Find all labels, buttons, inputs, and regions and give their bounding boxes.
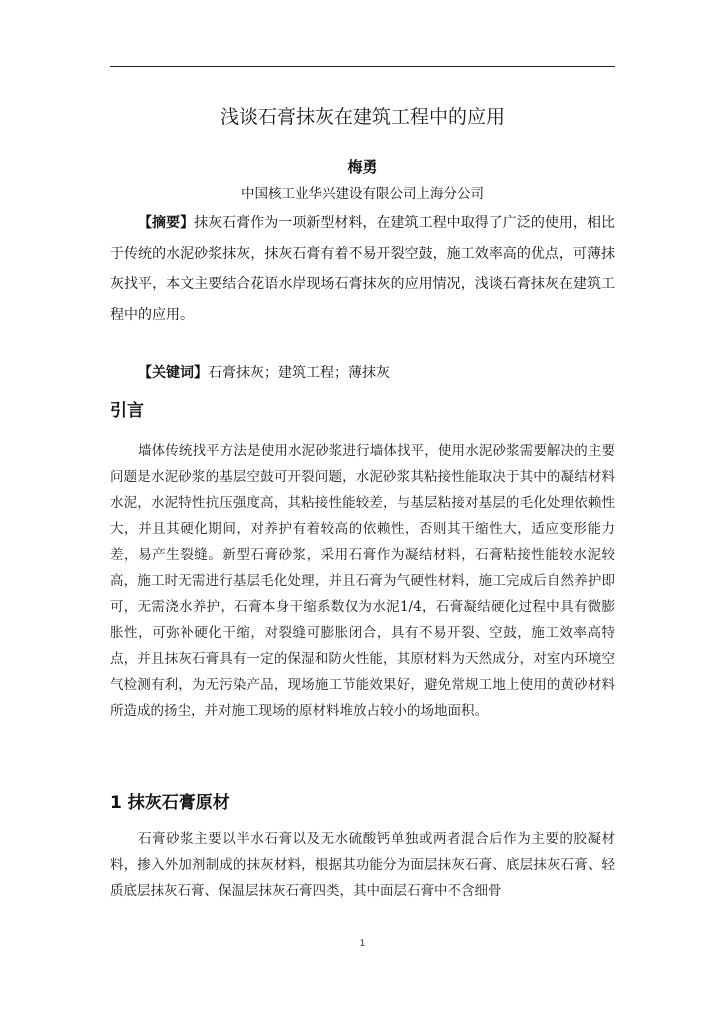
page-number: 1 [359, 939, 366, 949]
paper-title: 浅谈石膏抹灰在建筑工程中的应用 [219, 106, 505, 128]
section-1-heading: 1 抹灰石膏原材 [110, 793, 230, 813]
keywords-label: 【关键词】 [138, 365, 208, 381]
abstract-paragraph [110, 208, 615, 330]
section-1-paragraph: 石膏砂浆主要以半水石膏以及无水硫酸钙单独或两者混合后作为主要的胶凝材料，掺入外加剂制成的抹灰材料，根据其功能分为面层抹灰石膏、底层抹灰石膏、轻质底层抹灰石膏、保温层抹灰石膏四类，其中面层石膏中不含细骨 [110, 831, 615, 899]
author-name: 梅勇 [347, 158, 378, 176]
abstract-text: 抹灰石膏作为一项新型材料，在建筑工程中取得了广泛的使用，相比于传统的水泥砂浆抹灰，抹灰石膏有着不易开裂空鼓，施工效率高的优点，可薄抹灰找平，本文主要结合花语水岸现场石膏抹灰的应用情况，浅谈石膏抹灰在建筑工程中的应用。 [110, 215, 616, 323]
header-rule [110, 66, 615, 67]
keywords-paragraph [110, 361, 615, 385]
intro-paragraph: 墙体传统找平方法是使用水泥砂浆进行墙体找平，使用水泥砂浆需要解决的主要问题是水泥砂浆的基层空鼓可开裂问题，水泥砂浆其粘接性能取决于其中的凝结材料水泥，水泥特性抗压强度高，其粘接性能较差，与基层粘接对基层的毛化处理依赖性大，并且其硬化期间，对养护有着较高的依赖性，否则其干缩性大，适应变形能力差，易产生裂缝。新型石膏砂浆，采用石膏作为凝结材料，石膏粘接性能较水泥较高，施工时无需进行基层毛化处理，并且石膏为气硬性材料，施工完成后自然养护即可，无需浇水养护，石膏本身干缩系数仅为水泥1/4，石膏凝结硬化过程中具有微膨胀性，可弥补硬化干缩，对裂缝可膨胀闭合，具有不易开裂、空鼓，施工效率高特点，并且抹灰石膏具有一定的保湿和防火性能，其原材料为天然成分，对室内环境空气检测有利，为无污染产品，现场施工节能效果好，避免常规工地上使用的黄砂材料所造成的扬尘，并对施工现场的原材料堆放占较小的场地面积。 [110, 443, 615, 719]
keywords-text: 石膏抹灰；建筑工程；薄抹灰 [208, 365, 390, 381]
author-affiliation: 中国核工业华兴建设有限公司上海分公司 [241, 186, 484, 202]
abstract-label: 【摘要】 [138, 215, 195, 231]
intro-heading: 引言 [110, 401, 144, 421]
